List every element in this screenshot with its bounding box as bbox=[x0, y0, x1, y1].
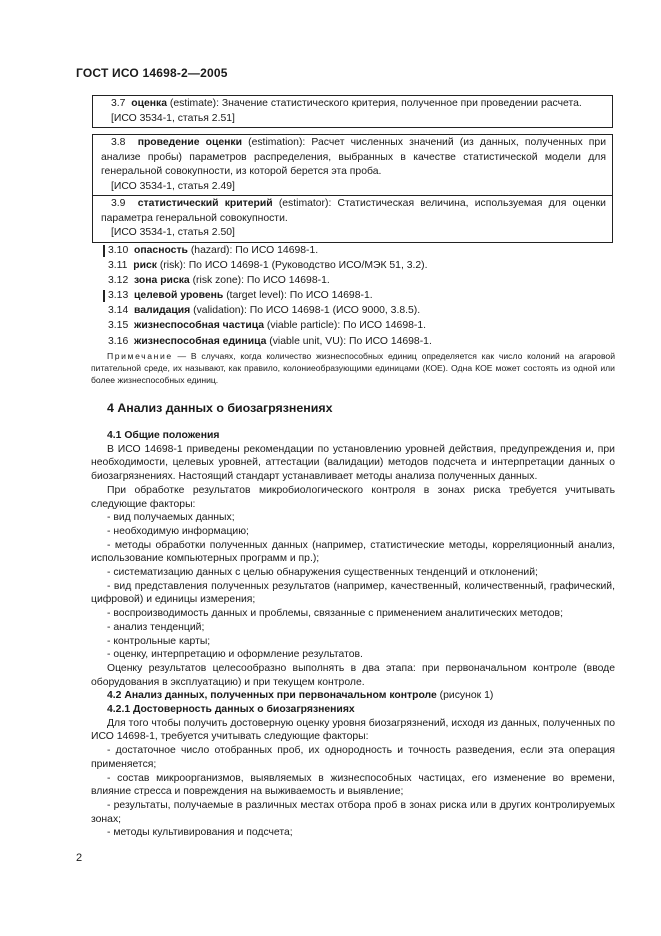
list-item: - контрольные карты; bbox=[107, 635, 211, 647]
term-definition: (estimation): Расчет численных значений (из данных, полученных при анализе пробы) параметров распределения, выбранных в качестве статистической модели для генеральной совокупности, из которой берется эта проба. bbox=[101, 137, 606, 178]
term-3-16 bbox=[108, 334, 432, 349]
paragraph: Оценку результатов целесообразно выполнять в два этапа: при первоначальном контроле (вводе оборудования в эксплуатацию) и при текущем контроле. bbox=[91, 662, 615, 688]
definition-reference: [ИСО 3534-1, статья 2.49] bbox=[111, 180, 235, 192]
list-item: - необходимую информацию; bbox=[107, 525, 249, 537]
term-number: 3.16 bbox=[108, 335, 129, 347]
subsection-4-2 bbox=[91, 689, 615, 703]
document-header: ГОСТ ИСО 14698-2—2005 bbox=[76, 66, 228, 80]
term-definition: (hazard): По ИСО 14698-1. bbox=[190, 245, 319, 256]
list-item: - вид получаемых данных; bbox=[107, 512, 235, 524]
term-number: 3.9 bbox=[111, 198, 126, 209]
term-name: оценка bbox=[131, 98, 168, 109]
change-bar bbox=[103, 290, 105, 302]
term-definition: (viable particle): По ИСО 14698-1. bbox=[266, 320, 427, 332]
term-definition: (validation): По ИСО 14698-1 (ИСО 9000, 3.8.5). bbox=[193, 305, 421, 317]
definition-box-3-9 bbox=[92, 195, 613, 243]
note-label: Примечание bbox=[107, 351, 173, 361]
subsection-title: 4.1 Общие положения bbox=[107, 430, 220, 441]
list-item: - состав микроорганизмов, выявляемых в жизнеспособных частицах, его изменение во времени, влияние стресса и повреждения на выживаемость и выявление; bbox=[91, 772, 615, 798]
definition-reference: [ИСО 3534-1, статья 2.50] bbox=[111, 227, 235, 239]
term-number: 3.7 bbox=[111, 98, 126, 109]
note bbox=[91, 350, 615, 386]
term-number: 3.14 bbox=[108, 305, 129, 317]
paragraph: В ИСО 14698-1 приведены рекомендации по установлению уровней действия, предупреждения и, при необходимости, целевых уровней, аттестации (валидации) методов подсчета и интерпретации данных о биозагрязнениях. Настоящий стандарт устанавливает методы анализа полученных данных. bbox=[91, 443, 615, 483]
term-number: 3.10 bbox=[108, 245, 129, 256]
term-definition: (risk zone): По ИСО 14698-1. bbox=[192, 275, 330, 287]
subsection-title: 4.2.1 Достоверность данных о биозагрязнениях bbox=[107, 704, 355, 716]
term-definition: (estimator): Статистическая величина, используемая для оценки параметра генеральной совокупности. bbox=[101, 198, 606, 224]
note-text: — В случаях, когда количество жизнеспособных единиц определяется как число колоний на агаровой питательной среде, их называют, как правило, колониеобразующими единицами (КОЕ). Одна КОЕ может состоять из одной или более жизнеспособных единиц. bbox=[91, 351, 615, 385]
term-number: 3.11 bbox=[108, 260, 128, 272]
page-number: 2 bbox=[76, 852, 83, 864]
section-body bbox=[91, 429, 615, 840]
definition-reference: [ИСО 3534-1, статья 2.51] bbox=[111, 112, 235, 124]
term-number: 3.13 bbox=[108, 290, 129, 302]
list-item: - воспроизводимость данных и проблемы, связанные с применением аналитических методов; bbox=[107, 608, 563, 620]
paragraph: Для того чтобы получить достоверную оценку уровня биозагрязнений, исходя из данных, полученных по ИСО 14698-1, требуется учитывать следующие факторы: bbox=[91, 717, 615, 743]
term-name: жизнеспособная единица bbox=[134, 335, 267, 347]
list-item: - оценку, интерпретацию и оформление результатов. bbox=[107, 649, 363, 661]
term-definition: (risk): По ИСО 14698-1 (Руководство ИСО/МЭК 51, 3.2). bbox=[159, 260, 428, 272]
term-number: 3.12 bbox=[108, 275, 129, 287]
list-item: - анализ тенденций; bbox=[107, 621, 205, 633]
definition-3-7 bbox=[101, 97, 606, 112]
figure-reference: (рисунок 1) bbox=[436, 690, 494, 702]
definition-3-9 bbox=[101, 197, 606, 226]
list-item: - методы обработки полученных данных (например, статистические методы, корреляционный анализ, использование компьютерных программ и пр.); bbox=[91, 539, 615, 565]
list-item: - достаточное число отобранных проб, их однородность и точность разведения, если эта операция применяется; bbox=[91, 745, 615, 770]
term-name: проведение оценки bbox=[137, 137, 242, 148]
list-item: - систематизацию данных с целью обнаружения существенных тенденций и отклонений; bbox=[107, 567, 538, 579]
definition-3-8 bbox=[101, 136, 606, 180]
term-3-12 bbox=[108, 273, 432, 288]
term-3-15 bbox=[108, 318, 432, 333]
term-name: статистический критерий bbox=[137, 198, 273, 209]
term-definition: (viable unit, VU): По ИСО 14698-1. bbox=[269, 335, 432, 347]
term-number: 3.8 bbox=[111, 137, 126, 148]
paragraph: При обработке результатов микробиологического контроля в зонах риска требуется учитывать следующие факторы: bbox=[91, 484, 615, 510]
list-item: - методы культивирования и подсчета; bbox=[107, 827, 293, 839]
term-name: опасность bbox=[134, 245, 188, 256]
term-name: риск bbox=[133, 260, 157, 272]
term-name: валидация bbox=[134, 305, 191, 317]
term-name: зона риска bbox=[134, 275, 190, 287]
term-definition: (target level): По ИСО 14698-1. bbox=[226, 290, 373, 302]
definition-box-3-7 bbox=[92, 95, 613, 128]
term-name: целевой уровень bbox=[134, 290, 224, 302]
term-number: 3.15 bbox=[108, 320, 129, 332]
term-list bbox=[108, 243, 432, 349]
change-bar bbox=[103, 245, 105, 257]
subsection-title: 4.2 Анализ данных, полученных при первоначальном контроле bbox=[107, 690, 437, 702]
term-3-13 bbox=[108, 288, 432, 303]
term-definition: (estimate): Значение статистического критерия, полученное при проведении расчета. bbox=[169, 98, 582, 109]
term-3-11 bbox=[108, 258, 432, 273]
list-item: - вид представления полученных результатов (например, качественный, количественный, графический, цифровой) и единицы измерения; bbox=[91, 580, 615, 606]
term-3-14 bbox=[108, 303, 432, 318]
definition-box-3-8 bbox=[92, 134, 613, 196]
term-3-10 bbox=[108, 243, 432, 258]
term-name: жизнеспособная частица bbox=[134, 320, 265, 332]
list-item: - результаты, получаемые в различных местах отбора проб в зонах риска или в других контролируемых зонах; bbox=[91, 799, 615, 825]
section-title: 4 Анализ данных о биозагрязнениях bbox=[107, 401, 333, 415]
